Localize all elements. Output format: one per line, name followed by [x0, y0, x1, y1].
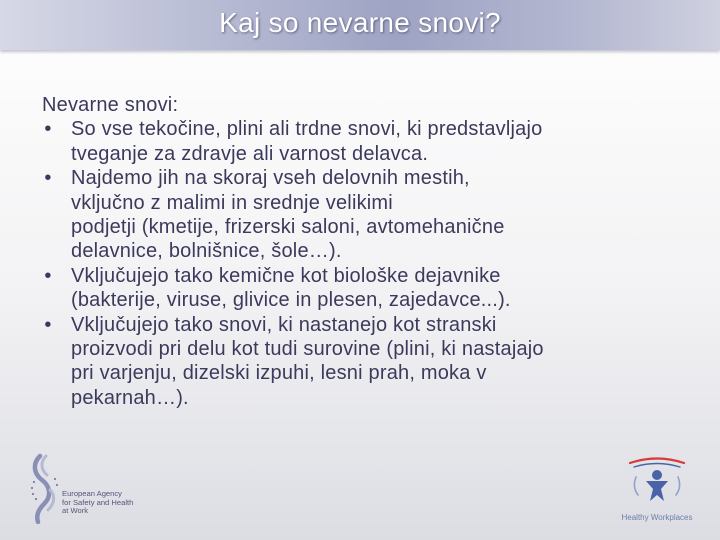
- healthy-workplaces-logo: [616, 455, 698, 527]
- bullet-line: pri varjenju, dizelski izpuhi, lesni prah, moka v: [71, 362, 487, 385]
- bullet-line: Najdemo jih na skoraj vseh delovnih mestih,: [71, 167, 470, 190]
- bullet-item: [42, 166, 692, 264]
- bullet-item: [42, 117, 692, 166]
- bullet-marker: •: [44, 313, 52, 336]
- bullet-line: Vključujejo tako snovi, ki nastanejo kot stranski: [71, 313, 497, 336]
- eu-osha-logo-text: [62, 490, 162, 516]
- healthy-workplaces-logo-icon: [616, 455, 698, 513]
- bullet-line: (bakterije, viruse, glivice in plesen, zajedavce...).: [71, 289, 511, 312]
- eu-osha-logo: [26, 452, 156, 524]
- bullet-line: So vse tekočine, plini ali trdne snovi, ki predstavljajo: [71, 118, 543, 141]
- bullet-line: proizvodi pri delu kot tudi surovine (plini, ki nastajajo: [71, 338, 544, 361]
- bullet-item: [42, 313, 692, 411]
- bullet-line: delavnice, bolnišnice, šole…).: [71, 240, 342, 263]
- bullet-marker: •: [44, 167, 52, 190]
- bullet-line: Vključujejo tako kemične kot biološke dejavnike: [71, 264, 501, 287]
- slide-content: [42, 93, 692, 410]
- bullet-list: [42, 117, 692, 410]
- bullet-item: [42, 264, 692, 313]
- eu-osha-logo-icon: [26, 452, 66, 524]
- bullet-line: tveganje za zdravje ali varnost delavca.: [71, 142, 429, 165]
- eu-osha-logo-line: European Agency: [62, 489, 122, 498]
- eu-osha-logo-line: for Safety and Health: [62, 497, 134, 507]
- slide-title: Kaj so nevarne snovi?: [219, 7, 501, 38]
- bullet-line: podjetji (kmetije, frizerski saloni, avtomehanične: [71, 216, 505, 239]
- bullet-line: vključno z malimi in srednje velikimi: [71, 191, 393, 214]
- content-heading: Nevarne snovi:: [42, 94, 179, 116]
- eu-osha-logo-line: at Work: [62, 506, 89, 516]
- healthy-workplaces-logo-text: Healthy Workplaces: [621, 513, 693, 522]
- bullet-marker: •: [44, 118, 52, 141]
- title-bar: [0, 0, 720, 50]
- bullet-marker: •: [44, 264, 52, 287]
- bullet-line: pekarnah…).: [71, 386, 189, 409]
